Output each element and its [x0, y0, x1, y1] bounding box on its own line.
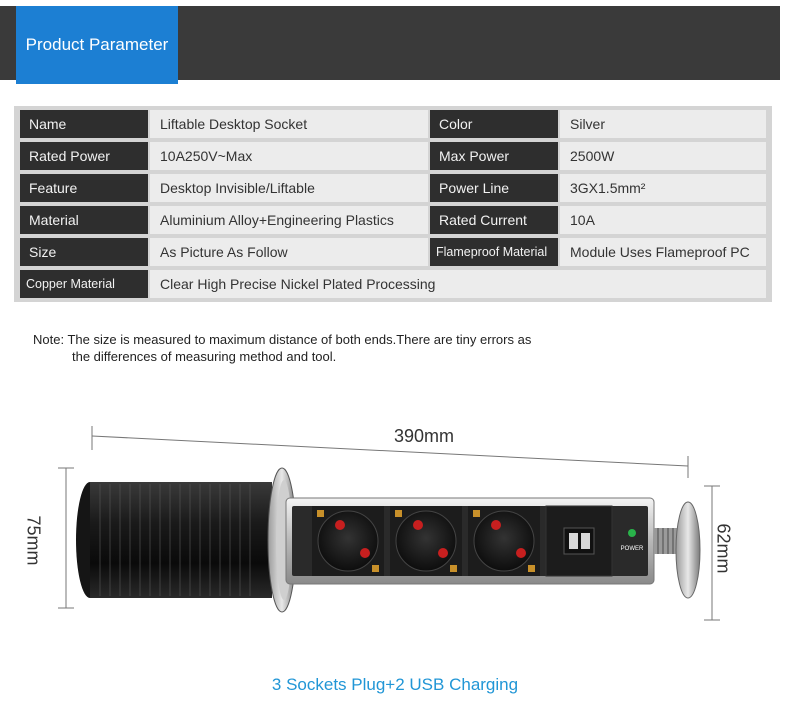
param-label: Name [20, 110, 148, 138]
param-value: Module Uses Flameproof PC [560, 238, 766, 266]
param-value: Desktop Invisible/Liftable [150, 174, 428, 202]
param-label: Max Power [430, 142, 558, 170]
power-label: POWER [620, 546, 644, 552]
length-label: 390mm [394, 426, 455, 446]
bottom-flange [676, 502, 700, 598]
param-value: Liftable Desktop Socket [150, 110, 428, 138]
param-value: Aluminium Alloy+Engineering Plastics [150, 206, 428, 234]
power-indicator-icon [628, 529, 636, 537]
param-value: Silver [560, 110, 766, 138]
param-value: 10A250V~Max [150, 142, 428, 170]
usb-port-icon [546, 506, 612, 576]
size-note [33, 331, 531, 365]
param-value: As Picture As Follow [150, 238, 428, 266]
diameter-label: 75mm [23, 515, 44, 566]
param-value: 10A [560, 206, 766, 234]
param-label: Power Line [430, 174, 558, 202]
power-socket-icon [468, 506, 540, 576]
param-label: Material [20, 206, 148, 234]
height-label: 62mm [713, 523, 734, 574]
param-label: Rated Current [430, 206, 558, 234]
table-row [14, 142, 772, 170]
table-row [14, 206, 772, 234]
table-row [14, 110, 772, 138]
diameter-dimension-line [58, 468, 74, 608]
param-value: Clear High Precise Nickel Plated Processing [150, 270, 766, 298]
table-row [14, 270, 772, 298]
product-caption: 3 Sockets Plug+2 USB Charging [271, 675, 519, 694]
section-title: Product Parameter [16, 6, 178, 84]
power-socket-icon [312, 506, 384, 576]
threaded-tube [76, 482, 272, 598]
note-line: Note: The size is measured to maximum distance of both ends.There are tiny errors as [33, 332, 532, 347]
param-value: 2500W [560, 142, 766, 170]
param-label: Flameproof Material [430, 238, 558, 266]
param-label: Size [20, 238, 148, 266]
table-row [14, 174, 772, 202]
table-row [14, 238, 772, 266]
param-label: Feature [20, 174, 148, 202]
param-label: Copper Material [20, 270, 148, 298]
param-value: 3GX1.5mm² [560, 174, 766, 202]
param-label: Rated Power [20, 142, 148, 170]
parameter-table [14, 106, 772, 302]
param-label: Color [430, 110, 558, 138]
power-socket-icon [390, 506, 462, 576]
note-line: the differences of measuring method and tool. [72, 349, 337, 364]
length-dimension-line [92, 426, 688, 478]
